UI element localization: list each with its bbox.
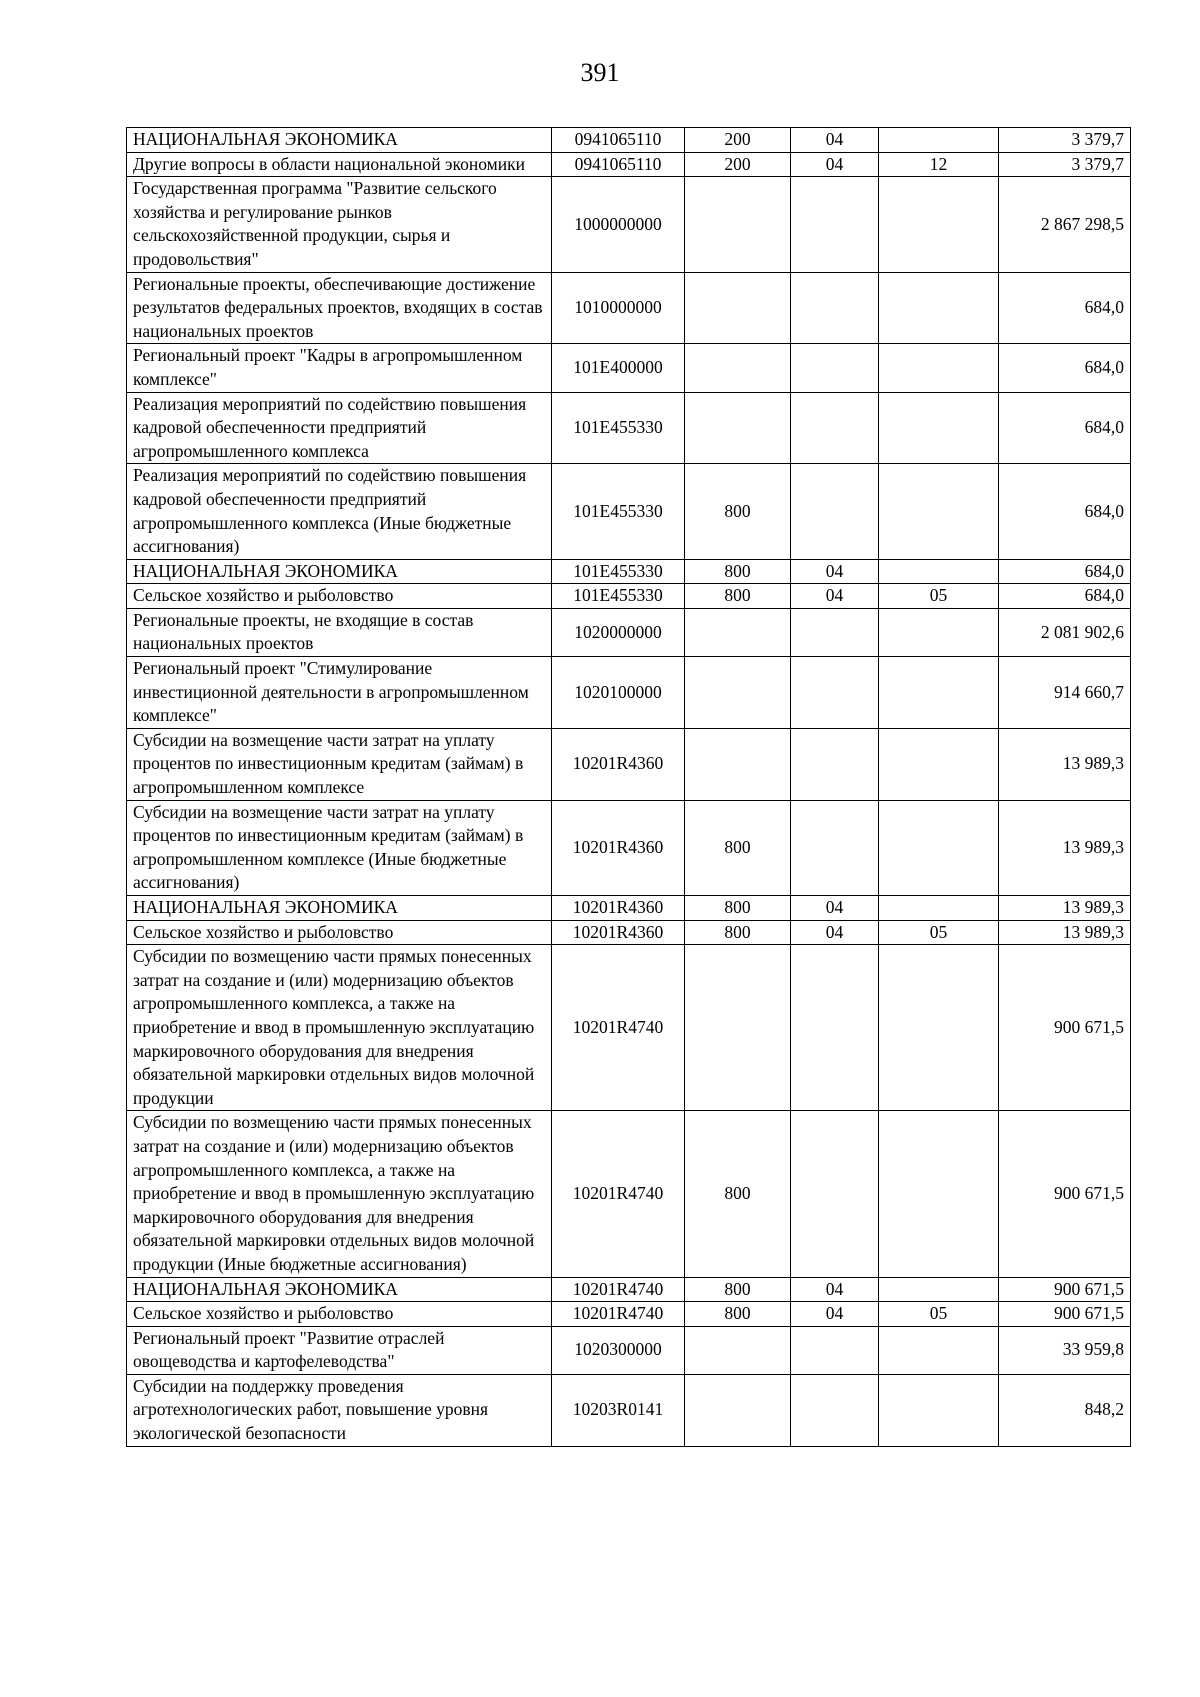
row-amount: 900 671,5 (999, 945, 1131, 1111)
row-section (791, 392, 879, 464)
row-name: Субсидии по возмещению части прямых понесенных затрат на создание и (или) модернизацию объектов агропромышленного комплекса, а также на приобретение и ввод в промышленную эксплуатацию маркировочного оборудования для внедрения обязательной маркировки отдельных видов молочной продукции (127, 945, 552, 1111)
row-section (791, 728, 879, 800)
row-expense-type: 800 (685, 896, 791, 921)
row-expense-type: 800 (685, 1302, 791, 1327)
row-expense-type (685, 272, 791, 344)
row-amount: 2 867 298,5 (999, 177, 1131, 272)
row-name: НАЦИОНАЛЬНАЯ ЭКОНОМИКА (127, 559, 552, 584)
row-amount: 684,0 (999, 584, 1131, 609)
row-name: Региональный проект "Стимулирование инвестиционной деятельности в агропромышленном комплексе" (127, 657, 552, 729)
row-name: Реализация мероприятий по содействию повышения кадровой обеспеченности предприятий агропромышленного комплекса (Иные бюджетные ассигнования) (127, 464, 552, 559)
row-target-code: 10201R4740 (552, 945, 685, 1111)
row-section: 04 (791, 896, 879, 921)
table-row (127, 177, 1131, 272)
row-subsection: 05 (879, 920, 999, 945)
page-number: 391 (580, 58, 620, 87)
row-subsection (879, 1111, 999, 1277)
row-subsection (879, 128, 999, 153)
row-name: Субсидии по возмещению части прямых понесенных затрат на создание и (или) модернизацию объектов агропромышленного комплекса, а также на приобретение и ввод в промышленную эксплуатацию маркировочного оборудования для внедрения обязательной маркировки отдельных видов молочной продукции (Иные бюджетные ассигнования) (127, 1111, 552, 1277)
row-name: Субсидии на возмещение части затрат на уплату процентов по инвестиционным кредитам (займам) в агропромышленном комплексе (Иные бюджетные ассигнования) (127, 800, 552, 895)
row-name: НАЦИОНАЛЬНАЯ ЭКОНОМИКА (127, 896, 552, 921)
table-row (127, 800, 1131, 895)
row-section (791, 608, 879, 656)
row-section (791, 657, 879, 729)
row-subsection (879, 800, 999, 895)
row-amount: 2 081 902,6 (999, 608, 1131, 656)
row-section: 04 (791, 152, 879, 177)
row-name: Региональные проекты, не входящие в состав национальных проектов (127, 608, 552, 656)
row-section: 04 (791, 920, 879, 945)
table-row (127, 1277, 1131, 1302)
row-section (791, 1374, 879, 1446)
table-row (127, 464, 1131, 559)
row-subsection: 12 (879, 152, 999, 177)
table-row (127, 945, 1131, 1111)
row-target-code: 101E455330 (552, 464, 685, 559)
row-target-code: 10201R4740 (552, 1111, 685, 1277)
row-section (791, 344, 879, 392)
row-subsection (879, 392, 999, 464)
row-target-code: 1000000000 (552, 177, 685, 272)
table-row (127, 1302, 1131, 1327)
row-subsection (879, 657, 999, 729)
row-target-code: 10201R4360 (552, 920, 685, 945)
row-section (791, 272, 879, 344)
row-section (791, 1326, 879, 1374)
row-name: Реализация мероприятий по содействию повышения кадровой обеспеченности предприятий агропромышленного комплекса (127, 392, 552, 464)
row-subsection (879, 1326, 999, 1374)
table-row (127, 1326, 1131, 1374)
row-name: Государственная программа "Развитие сельского хозяйства и регулирование рынков сельскохозяйственной продукции, сырья и продовольствия" (127, 177, 552, 272)
row-amount: 684,0 (999, 344, 1131, 392)
row-section: 04 (791, 559, 879, 584)
row-amount: 3 379,7 (999, 128, 1131, 153)
row-section (791, 1111, 879, 1277)
row-target-code: 10201R4360 (552, 728, 685, 800)
row-expense-type: 800 (685, 1111, 791, 1277)
row-expense-type (685, 945, 791, 1111)
row-subsection: 05 (879, 584, 999, 609)
row-amount: 13 989,3 (999, 728, 1131, 800)
row-target-code: 1020300000 (552, 1326, 685, 1374)
row-amount: 848,2 (999, 1374, 1131, 1446)
row-target-code: 1020100000 (552, 657, 685, 729)
row-target-code: 10201R4740 (552, 1277, 685, 1302)
row-expense-type: 800 (685, 464, 791, 559)
row-subsection (879, 896, 999, 921)
row-expense-type (685, 1374, 791, 1446)
row-expense-type: 200 (685, 152, 791, 177)
budget-table-body (127, 128, 1131, 1447)
row-section (791, 177, 879, 272)
row-target-code: 0941065110 (552, 152, 685, 177)
row-expense-type (685, 657, 791, 729)
row-target-code: 0941065110 (552, 128, 685, 153)
row-subsection (879, 945, 999, 1111)
row-target-code: 101E455330 (552, 559, 685, 584)
row-expense-type: 800 (685, 584, 791, 609)
row-name: Другие вопросы в области национальной экономики (127, 152, 552, 177)
row-amount: 684,0 (999, 272, 1131, 344)
row-amount: 13 989,3 (999, 800, 1131, 895)
row-target-code: 101E455330 (552, 392, 685, 464)
row-amount: 13 989,3 (999, 920, 1131, 945)
row-subsection (879, 177, 999, 272)
row-amount: 13 989,3 (999, 896, 1131, 921)
row-name: Субсидии на поддержку проведения агротехнологических работ, повышение уровня экологической безопасности (127, 1374, 552, 1446)
row-expense-type (685, 344, 791, 392)
row-subsection (879, 559, 999, 584)
row-expense-type (685, 608, 791, 656)
row-section (791, 464, 879, 559)
row-subsection (879, 464, 999, 559)
table-row (127, 392, 1131, 464)
table-row (127, 728, 1131, 800)
row-target-code: 101E455330 (552, 584, 685, 609)
row-name: Региональный проект "Развитие отраслей овощеводства и картофелеводства" (127, 1326, 552, 1374)
row-expense-type: 800 (685, 920, 791, 945)
row-amount: 33 959,8 (999, 1326, 1131, 1374)
row-subsection: 05 (879, 1302, 999, 1327)
table-row (127, 608, 1131, 656)
table-row (127, 657, 1131, 729)
row-expense-type: 800 (685, 800, 791, 895)
row-section: 04 (791, 1302, 879, 1327)
table-row (127, 1111, 1131, 1277)
row-target-code: 101E400000 (552, 344, 685, 392)
row-expense-type: 800 (685, 559, 791, 584)
row-section: 04 (791, 584, 879, 609)
row-amount: 684,0 (999, 559, 1131, 584)
row-name: Региональные проекты, обеспечивающие достижение результатов федеральных проектов, входящих в состав национальных проектов (127, 272, 552, 344)
row-subsection (879, 272, 999, 344)
row-amount: 900 671,5 (999, 1111, 1131, 1277)
row-amount: 684,0 (999, 392, 1131, 464)
row-target-code: 10201R4360 (552, 800, 685, 895)
table-row (127, 1374, 1131, 1446)
row-section: 04 (791, 1277, 879, 1302)
table-row (127, 896, 1131, 921)
row-amount: 3 379,7 (999, 152, 1131, 177)
table-row (127, 584, 1131, 609)
row-target-code: 10203R0141 (552, 1374, 685, 1446)
row-section (791, 945, 879, 1111)
row-target-code: 10201R4740 (552, 1302, 685, 1327)
row-expense-type (685, 728, 791, 800)
row-subsection (879, 1277, 999, 1302)
table-row (127, 272, 1131, 344)
row-name: Субсидии на возмещение части затрат на уплату процентов по инвестиционным кредитам (займам) в агропромышленном комплексе (127, 728, 552, 800)
row-expense-type (685, 1326, 791, 1374)
table-row (127, 920, 1131, 945)
row-target-code: 1010000000 (552, 272, 685, 344)
row-subsection (879, 344, 999, 392)
row-subsection (879, 608, 999, 656)
row-amount: 900 671,5 (999, 1277, 1131, 1302)
row-name: НАЦИОНАЛЬНАЯ ЭКОНОМИКА (127, 128, 552, 153)
table-row (127, 128, 1131, 153)
row-expense-type: 200 (685, 128, 791, 153)
row-section: 04 (791, 128, 879, 153)
row-name: Сельское хозяйство и рыболовство (127, 920, 552, 945)
row-expense-type: 800 (685, 1277, 791, 1302)
row-amount: 914 660,7 (999, 657, 1131, 729)
row-amount: 684,0 (999, 464, 1131, 559)
table-row (127, 152, 1131, 177)
table-row (127, 559, 1131, 584)
row-target-code: 10201R4360 (552, 896, 685, 921)
row-name: Региональный проект "Кадры в агропромышленном комплексе" (127, 344, 552, 392)
budget-table (126, 127, 1131, 1447)
row-section (791, 800, 879, 895)
row-amount: 900 671,5 (999, 1302, 1131, 1327)
row-expense-type (685, 392, 791, 464)
row-name: Сельское хозяйство и рыболовство (127, 1302, 552, 1327)
row-name: Сельское хозяйство и рыболовство (127, 584, 552, 609)
row-subsection (879, 1374, 999, 1446)
row-target-code: 1020000000 (552, 608, 685, 656)
table-row (127, 344, 1131, 392)
row-expense-type (685, 177, 791, 272)
row-subsection (879, 728, 999, 800)
row-name: НАЦИОНАЛЬНАЯ ЭКОНОМИКА (127, 1277, 552, 1302)
